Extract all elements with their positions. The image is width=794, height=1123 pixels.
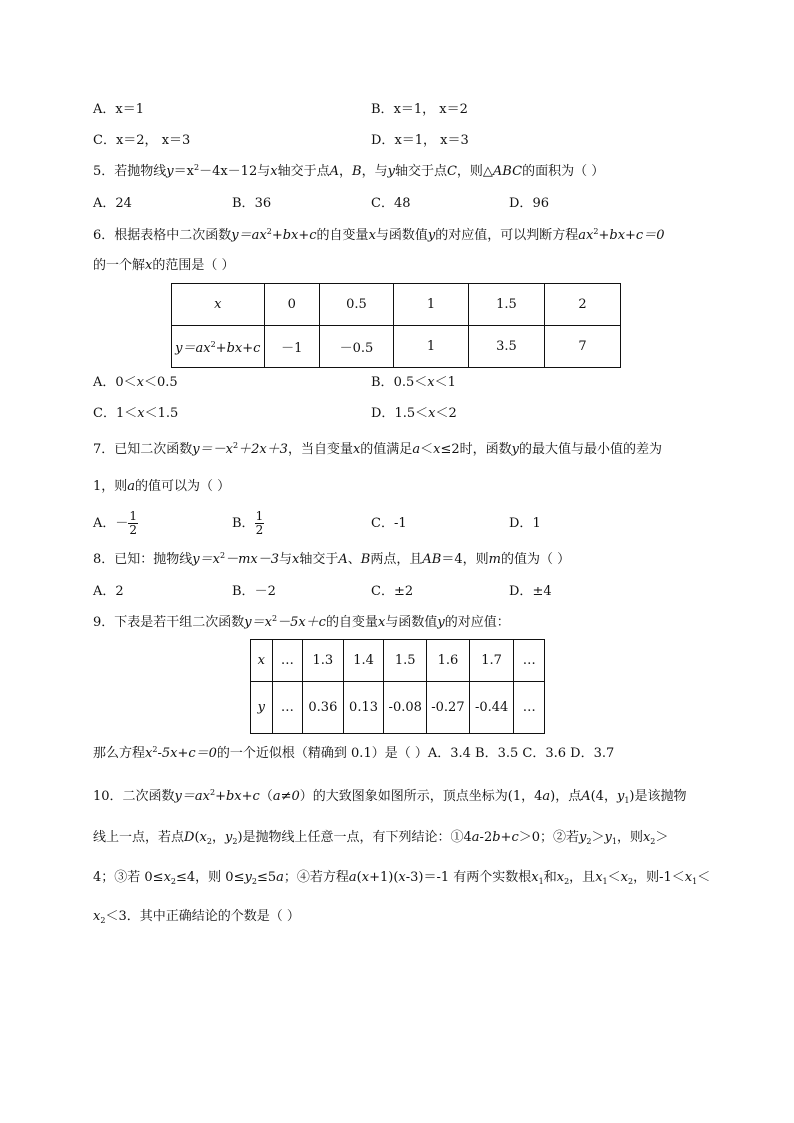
q9-table-header-y: y: [251, 682, 273, 734]
q10-stem-line4: $x_2<3$．其中正确结论的个数是（ ）: [93, 909, 300, 925]
table-cell: -0.27: [427, 682, 470, 734]
table-cell: 1.5: [384, 640, 427, 682]
q6-option-a: A．0＜x＜0.5: [93, 375, 178, 390]
table-cell: -0.44: [469, 682, 514, 734]
q6-table-row-y: [172, 326, 621, 368]
q9-table-row-y: [251, 682, 545, 734]
q6-stem-line1: 6．根据表格中二次函数$y=ax^2+bx+c$的自变量x与函数值y的对应值，可以判断方程$ax^2+bx+c=0$: [93, 227, 665, 243]
q10-stem-line3: 4；③若 $0\le x_2\le 4$，则 $0\le y_2\le 5a$；④若方程a(x+1)(x-3)＝-1 有两个实数根$x_1$和$x_2$，且$x_1<x_2$，则$-1<x_1<$: [93, 870, 711, 886]
fraction: $\frac{1}{2}$: [255, 509, 264, 537]
q5-option-b: B．36: [232, 196, 272, 211]
q7-stem-line2: 1，则a的值可以为（ ）: [93, 479, 231, 494]
q6-option-c: C．1＜x＜1.5: [93, 406, 179, 421]
table-cell: 1.4: [343, 640, 384, 682]
q6-stem-line2: 的一个解x的范围是（ ）: [93, 258, 235, 273]
table-cell: －1: [264, 326, 319, 368]
table-cell: …: [272, 640, 302, 682]
q7-option-b: B． $\frac{1}{2}$: [232, 509, 264, 537]
q8-stem: 8．已知：抛物线$y=x^2-mx-3$与x轴交于A、B两点，且AB＝4，则m的值为（ ）: [93, 551, 571, 567]
table-cell: 0: [264, 284, 319, 326]
q7-stem-line1: 7．已知二次函数$y=-x^2+2x+3$，当自变量x的值满足a＜x≤2时，函数y的最大值与最小值的差为: [93, 441, 662, 457]
table-cell: 1.3: [303, 640, 344, 682]
q4-option-c: C．x＝2， x＝3: [93, 133, 191, 148]
q5-option-a: A．24: [93, 196, 132, 211]
q5-option-c: C．48: [371, 196, 411, 211]
table-cell: 3.5: [468, 326, 544, 368]
table-cell: 1: [394, 326, 469, 368]
table-cell: -0.08: [384, 682, 427, 734]
q4-option-b: B．x＝1， x＝2: [371, 102, 468, 117]
q5-option-d: D．96: [509, 196, 549, 211]
q4-option-a: A．x＝1: [93, 102, 144, 117]
q8-option-a: A．2: [93, 584, 124, 599]
q10-stem-line2: 线上一点，若点$D(x_2$，$y_2$)是抛物线上任意一点，有下列结论：①4a-2b+c＞0；②若$y_2>y_1$，则$x_2>$: [93, 830, 669, 846]
q7-option-d: D．1: [509, 516, 541, 531]
q6-option-d: D．1.5＜x＜2: [371, 406, 457, 421]
q4-option-d: D．x＝1， x＝3: [371, 133, 469, 148]
table-cell: －0.5: [319, 326, 393, 368]
table-cell: …: [514, 682, 545, 734]
q5-stem: 5．若抛物线$y=x^2-4x-12$与x轴交于点A，B，与y轴交于点C，则△ABC的面积为（ ）: [93, 163, 605, 179]
table-cell: …: [272, 682, 302, 734]
q9-table-header-x: x: [251, 640, 273, 682]
table-cell: 1.5: [468, 284, 544, 326]
q10-stem-line1: 10．二次函数$y=ax^2+bx+c(a\ne 0)$的大致图象如图所示，顶点坐标为(1，4a)，点A(4，$y_1$)是该抛物: [93, 788, 687, 805]
table-cell: 1.6: [427, 640, 470, 682]
q8-option-b: B．－2: [232, 584, 276, 599]
table-cell: 1.7: [469, 640, 514, 682]
q6-table-header-y: $y=ax^2+bx+c$: [172, 326, 265, 368]
table-cell: 0.36: [303, 682, 344, 734]
q7-option-a: A．－ $\frac{1}{2}$: [93, 509, 138, 537]
q6-table-header-x: x: [172, 284, 265, 326]
table-cell: …: [514, 640, 545, 682]
table-cell: 2: [545, 284, 621, 326]
q8-option-c: C．±2: [371, 584, 414, 599]
q9-table-row-x: [251, 640, 545, 682]
q9-answer-line: 那么方程$x^2-5x+c=0$的一个近似根（精确到 0.1）是（ ）A．3.4 B．3.5 C．3.6 D．3.7: [93, 745, 615, 761]
q9-stem: 9．下表是若干组二次函数$y=x^2-5x+c$的自变量x与函数值y的对应值：: [93, 614, 510, 630]
table-cell: 0.5: [319, 284, 393, 326]
table-cell: 7: [545, 326, 621, 368]
table-cell: 0.13: [343, 682, 384, 734]
q8-option-d: D．±4: [509, 584, 552, 599]
q6-table-row-x: [172, 284, 621, 326]
fraction: $\frac{1}{2}$: [129, 509, 138, 537]
q7-option-c: C．-1: [371, 516, 407, 531]
q9-value-table: [250, 639, 545, 734]
table-cell: 1: [394, 284, 469, 326]
q6-option-b: B．0.5＜x＜1: [371, 375, 456, 390]
q6-value-table: [171, 283, 621, 368]
